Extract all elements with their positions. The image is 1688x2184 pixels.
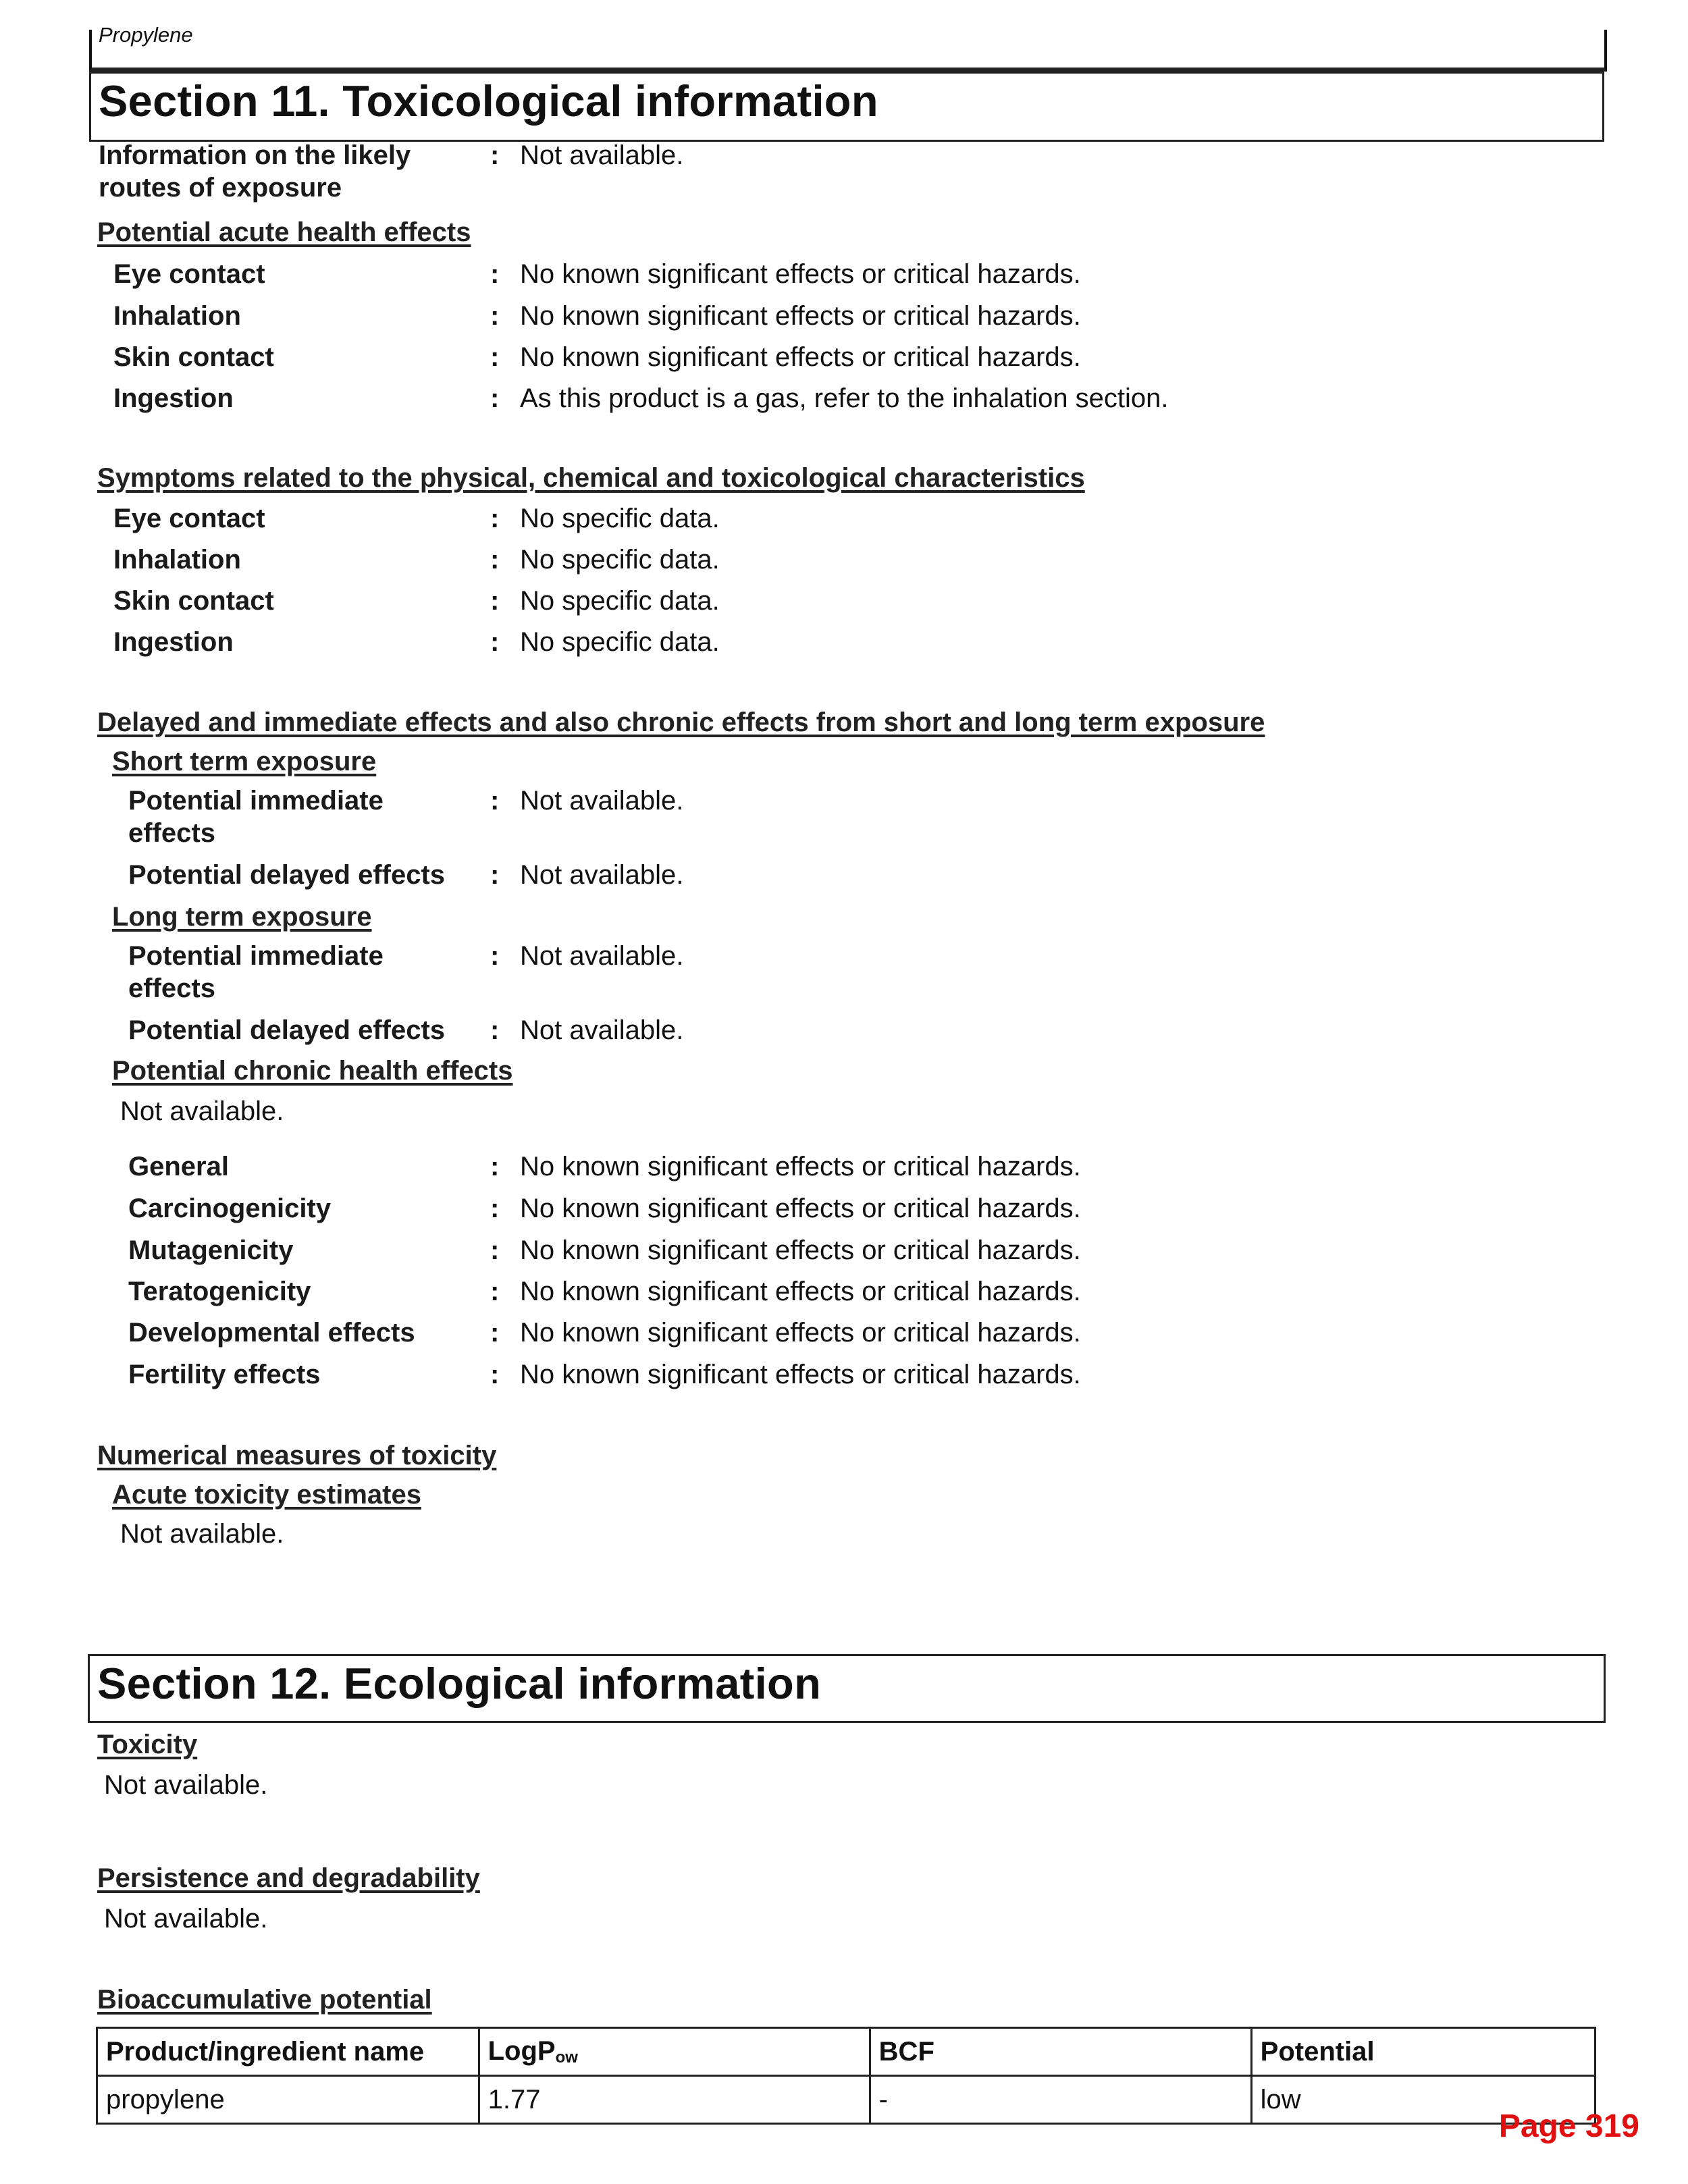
chronic-label: Developmental effects <box>128 1318 415 1348</box>
routes-label-line1: Information on the likely <box>99 140 411 170</box>
section-11-title: Section 11. Toxicological information <box>99 76 878 126</box>
short-delayed-value: Not available. <box>520 860 684 890</box>
column-header-logp <box>479 2028 870 2076</box>
cell-name: propylene <box>97 2076 479 2124</box>
acute-label: Skin contact <box>113 342 274 372</box>
acute-toxicity-value: Not available. <box>120 1519 284 1549</box>
symptoms-value: No specific data. <box>520 586 720 616</box>
symptoms-value: No specific data. <box>520 504 720 533</box>
long-immediate-value: Not available. <box>520 941 684 971</box>
bioaccumulative-table <box>96 2027 1596 2125</box>
colon: : <box>490 1194 500 1223</box>
table-header-row <box>97 2028 1595 2076</box>
chronic-heading: Potential chronic health effects <box>112 1056 513 1086</box>
logp-subscript: ow <box>555 2048 578 2067</box>
colon: : <box>490 941 500 971</box>
colon: : <box>490 786 500 816</box>
long-immediate-label-line1: Potential immediate <box>128 941 384 971</box>
colon: : <box>490 342 500 372</box>
symptoms-label: Eye contact <box>113 504 265 533</box>
symptoms-heading: Symptoms related to the physical, chemical and toxicological characteristics <box>97 463 1085 493</box>
long-immediate-label-line2: effects <box>128 974 215 1003</box>
acute-label: Ingestion <box>113 383 234 413</box>
symptoms-label: Ingestion <box>113 627 234 657</box>
bioaccumulative-heading: Bioaccumulative potential <box>97 1985 432 2015</box>
colon: : <box>490 1277 500 1306</box>
toxicity-heading: Toxicity <box>97 1730 198 1759</box>
column-header-potential: Potential <box>1251 2028 1595 2076</box>
acute-value: No known significant effects or critical hazards. <box>520 259 1081 289</box>
delayed-heading: Delayed and immediate effects and also chronic effects from short and long term exposure <box>97 708 1265 737</box>
cell-potential: low <box>1251 2076 1595 2124</box>
chronic-value: Not available. <box>120 1096 284 1126</box>
acute-toxicity-heading: Acute toxicity estimates <box>112 1480 421 1510</box>
chronic-label: Carcinogenicity <box>128 1194 332 1223</box>
page-number: Page 319 <box>1498 2108 1639 2144</box>
chronic-item-value: No known significant effects or critical hazards. <box>520 1194 1081 1223</box>
symptoms-value: No specific data. <box>520 545 720 575</box>
colon: : <box>490 301 500 331</box>
colon: : <box>490 383 500 413</box>
colon: : <box>490 860 500 890</box>
short-immediate-label-line1: Potential immediate <box>128 786 384 816</box>
long-delayed-value: Not available. <box>520 1015 684 1045</box>
acute-value: No known significant effects or critical hazards. <box>520 301 1081 331</box>
colon: : <box>490 504 500 533</box>
cell-bcf: - <box>870 2076 1251 2124</box>
table-row <box>97 2076 1595 2124</box>
colon: : <box>490 586 500 616</box>
chronic-item-value: No known significant effects or critical hazards. <box>520 1235 1081 1265</box>
symptoms-value: No specific data. <box>520 627 720 657</box>
chronic-item-value: No known significant effects or critical hazards. <box>520 1360 1081 1389</box>
short-immediate-value: Not available. <box>520 786 684 816</box>
colon: : <box>490 1235 500 1265</box>
colon: : <box>490 627 500 657</box>
symptoms-label: Skin contact <box>113 586 274 616</box>
column-header-name: Product/ingredient name <box>97 2028 479 2076</box>
colon: : <box>490 1015 500 1045</box>
header-frame <box>89 30 1607 72</box>
section-12-title: Section 12. Ecological information <box>97 1659 822 1708</box>
chronic-item-value: No known significant effects or critical hazards. <box>520 1318 1081 1348</box>
routes-label-line2: routes of exposure <box>99 173 342 203</box>
short-delayed-label: Potential delayed effects <box>128 860 446 890</box>
persistence-value: Not available. <box>104 1904 268 1934</box>
routes-value: Not available. <box>520 140 684 170</box>
short-immediate-label-line2: effects <box>128 818 215 848</box>
long-term-heading: Long term exposure <box>112 902 372 932</box>
acute-label: Inhalation <box>113 301 241 331</box>
chronic-label: General <box>128 1152 229 1181</box>
short-term-heading: Short term exposure <box>112 747 377 776</box>
logp-label: LogP <box>487 2036 556 2066</box>
acute-value: No known significant effects or critical hazards. <box>520 342 1081 372</box>
colon: : <box>490 1360 500 1389</box>
colon: : <box>490 545 500 575</box>
toxicity-value: Not available. <box>104 1770 268 1800</box>
chronic-label: Teratogenicity <box>128 1277 311 1306</box>
persistence-heading: Persistence and degradability <box>97 1863 480 1893</box>
colon: : <box>490 140 500 170</box>
chronic-label: Fertility effects <box>128 1360 321 1389</box>
chronic-item-value: No known significant effects or critical hazards. <box>520 1152 1081 1181</box>
colon: : <box>490 259 500 289</box>
acute-value: As this product is a gas, refer to the inhalation section. <box>520 383 1169 413</box>
cell-logp: 1.77 <box>479 2076 870 2124</box>
product-name: Propylene <box>99 23 193 47</box>
colon: : <box>490 1152 500 1181</box>
column-header-bcf: BCF <box>870 2028 1251 2076</box>
symptoms-label: Inhalation <box>113 545 241 575</box>
numerical-heading: Numerical measures of toxicity <box>97 1441 497 1470</box>
acute-heading: Potential acute health effects <box>97 217 471 247</box>
chronic-item-value: No known significant effects or critical hazards. <box>520 1277 1081 1306</box>
chronic-label: Mutagenicity <box>128 1235 294 1265</box>
acute-label: Eye contact <box>113 259 265 289</box>
colon: : <box>490 1318 500 1348</box>
long-delayed-label: Potential delayed effects <box>128 1015 446 1045</box>
